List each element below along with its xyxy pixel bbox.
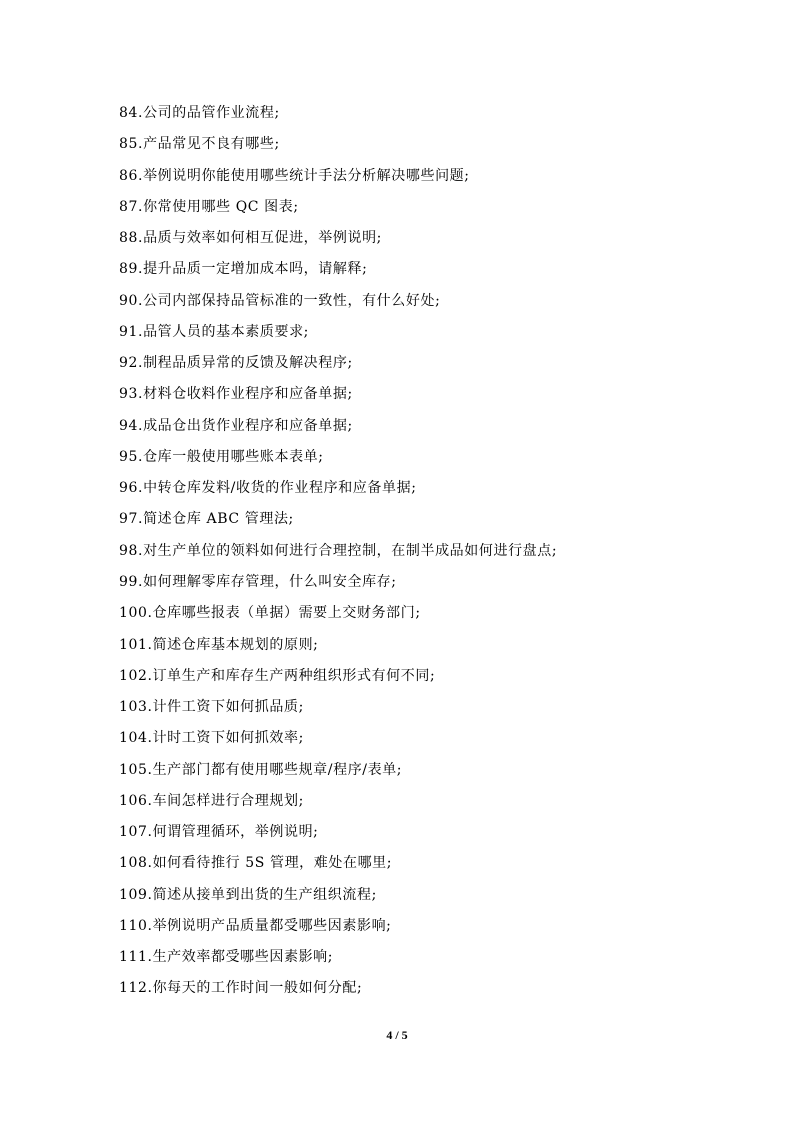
item-text: 如何看待推行 5S 管理，难处在哪里; [152, 855, 393, 872]
item-text: 订单生产和库存生产两种组织形式有何不同; [152, 667, 436, 684]
item-number: 110. [119, 917, 153, 934]
item-text: 举例说明你能使用哪些统计手法分析解决哪些问题; [143, 167, 470, 184]
item-text: 仓库哪些报表（单据）需要上交财务部门; [152, 605, 421, 622]
item-number: 89. [119, 261, 144, 278]
list-item [119, 786, 739, 817]
item-number: 111. [119, 949, 153, 966]
list-item [119, 692, 739, 723]
item-text: 对生产单位的领料如何进行合理控制，在制半成品如何进行盘点; [143, 542, 558, 559]
list-item [119, 942, 739, 973]
item-number: 85. [119, 136, 144, 153]
item-number: 96. [119, 480, 144, 497]
list-item [119, 880, 739, 911]
item-text: 生产部门都有使用哪些规章/程序/表单; [152, 761, 403, 778]
list-item [119, 192, 739, 223]
list-item [119, 98, 739, 129]
item-number: 97. [119, 511, 144, 528]
item-text: 品管人员的基本素质要求; [143, 323, 309, 340]
list-item [119, 973, 739, 1004]
list-item [119, 254, 739, 285]
item-text: 提升品质一定增加成本吗，请解释; [143, 261, 368, 278]
item-text: 中转仓库发料/收货的作业程序和应备单据; [143, 480, 417, 497]
list-item [119, 442, 739, 473]
list-item [119, 598, 739, 629]
item-number: 112. [119, 980, 153, 997]
item-text: 仓库一般使用哪些账本表单; [143, 448, 324, 465]
item-number: 99. [119, 573, 144, 590]
item-text: 简述仓库基本规划的原则; [152, 636, 319, 653]
item-number: 90. [119, 292, 144, 309]
item-text: 产品常见不良有哪些; [143, 136, 280, 153]
list-item [119, 755, 739, 786]
item-text: 举例说明产品质量都受哪些因素影响; [152, 917, 392, 934]
item-text: 车间怎样进行合理规划; [152, 792, 304, 809]
item-text: 制程品质异常的反馈及解决程序; [143, 355, 353, 372]
item-text: 成品仓出货作业程序和应备单据; [143, 417, 353, 434]
list-item [119, 911, 739, 942]
question-list [119, 98, 739, 1005]
list-item [119, 129, 739, 160]
item-text: 你常使用哪些 QC 图表; [143, 198, 299, 215]
list-item [119, 286, 739, 317]
item-text: 公司的品管作业流程; [143, 105, 280, 121]
item-number: 88. [119, 230, 144, 247]
item-number: 84. [119, 105, 144, 121]
list-item [119, 473, 739, 504]
item-number: 101. [119, 636, 153, 653]
item-number: 100. [119, 605, 153, 622]
item-number: 86. [119, 167, 144, 184]
item-number: 103. [119, 699, 153, 716]
list-item [119, 161, 739, 192]
list-item [119, 317, 739, 348]
list-item [119, 411, 739, 442]
list-item [119, 848, 739, 879]
list-item [119, 630, 739, 661]
item-number: 95. [119, 448, 144, 465]
item-number: 94. [119, 417, 144, 434]
list-item [119, 723, 739, 754]
item-text: 简述从接单到出货的生产组织流程; [152, 886, 377, 903]
item-number: 107. [119, 824, 153, 841]
item-text: 何谓管理循环，举例说明; [152, 824, 319, 841]
list-item [119, 817, 739, 848]
item-number: 102. [119, 667, 153, 684]
item-text: 如何理解零库存管理，什么叫安全库存; [143, 573, 397, 590]
item-text: 公司内部保持品管标准的一致性，有什么好处; [143, 292, 441, 309]
list-item [119, 348, 739, 379]
item-text: 品质与效率如何相互促进，举例说明; [143, 230, 382, 247]
item-text: 计时工资下如何抓效率; [152, 730, 304, 747]
item-text: 简述仓库 ABC 管理法; [143, 511, 294, 528]
list-item [119, 567, 739, 598]
list-item [119, 504, 739, 535]
item-text: 材料仓收料作业程序和应备单据; [143, 386, 353, 403]
list-item [119, 223, 739, 254]
item-number: 87. [119, 198, 144, 215]
item-number: 108. [119, 855, 153, 872]
item-number: 93. [119, 386, 144, 403]
item-number: 98. [119, 542, 144, 559]
item-text: 生产效率都受哪些因素影响; [152, 949, 334, 966]
page-number: 4 / 5 [386, 1028, 408, 1042]
list-item [119, 379, 739, 410]
item-text: 计件工资下如何抓品质; [152, 699, 304, 716]
item-text: 你每天的工作时间一般如何分配; [152, 980, 363, 997]
item-number: 105. [119, 761, 153, 778]
item-number: 109. [119, 886, 153, 903]
list-item [119, 661, 739, 692]
item-number: 92. [119, 355, 144, 372]
item-number: 104. [119, 730, 153, 747]
item-number: 106. [119, 792, 153, 809]
item-number: 91. [119, 323, 144, 340]
list-item [119, 536, 739, 567]
